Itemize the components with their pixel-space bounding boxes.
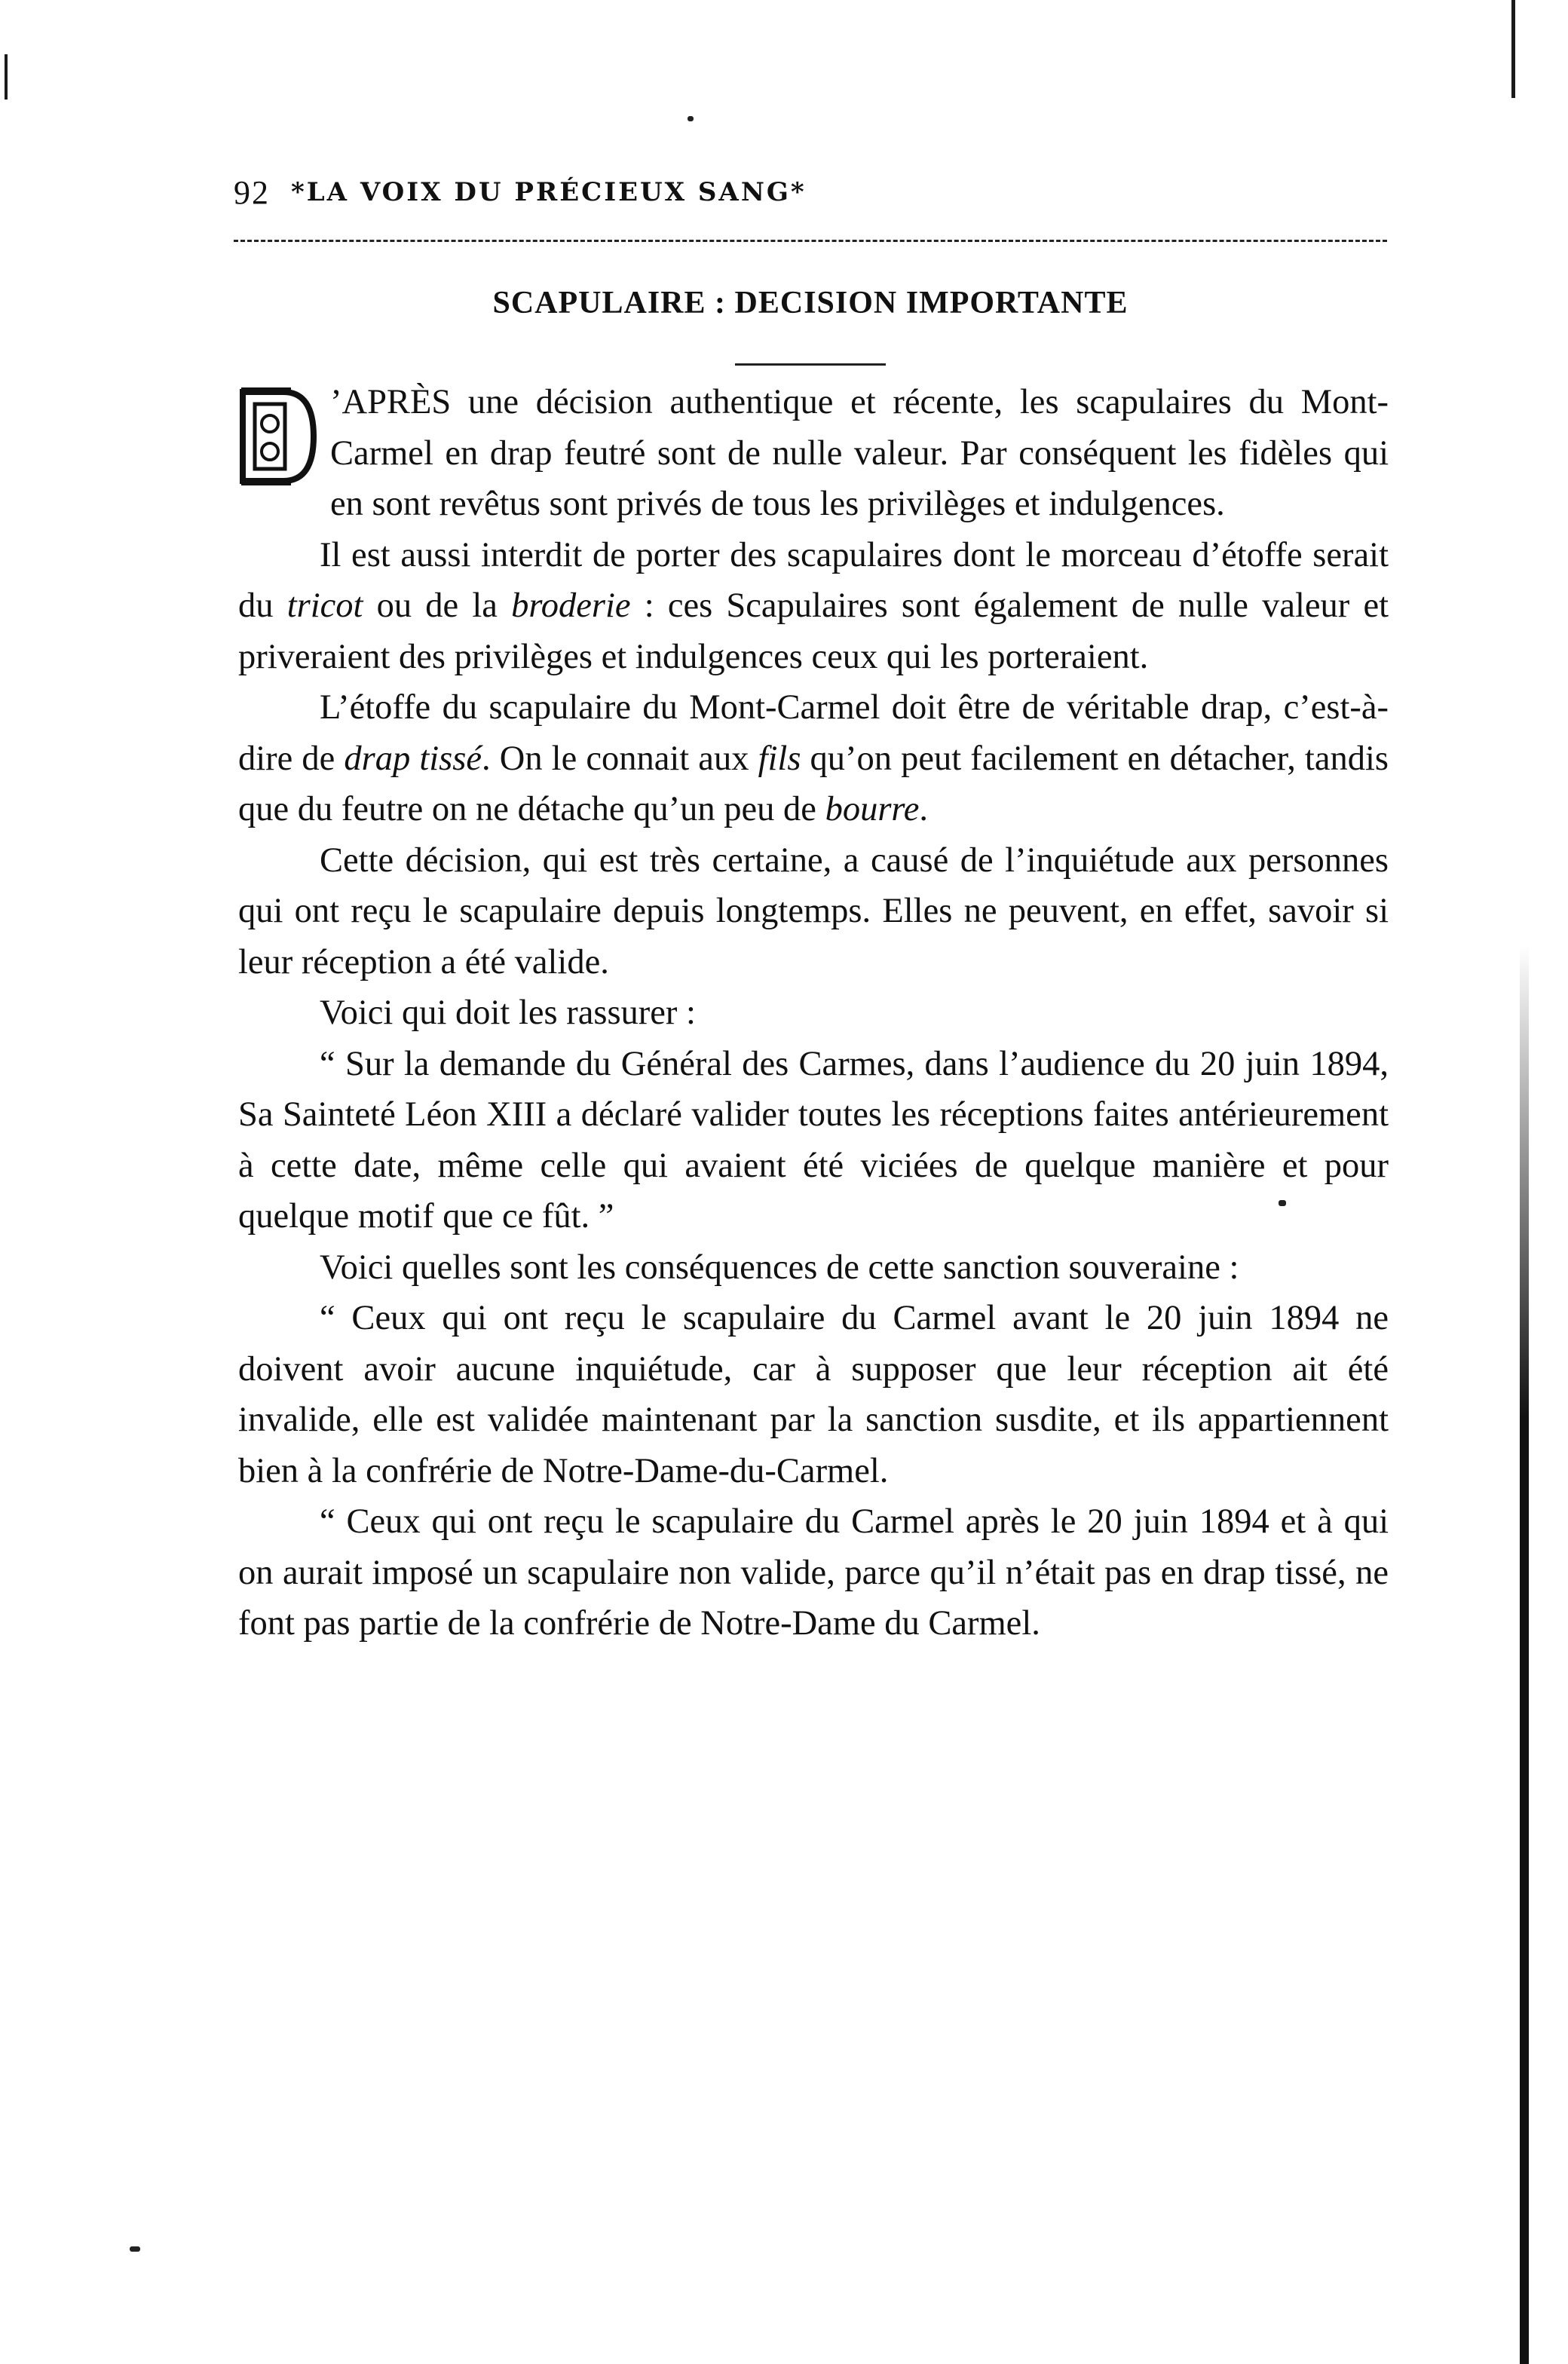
paragraph-5: Voici qui doit les rassurer : xyxy=(320,994,696,1032)
stray-mark xyxy=(688,116,694,121)
paragraph-2-italic-tricot: tricot xyxy=(286,586,363,625)
paragraph-3-text-d: . xyxy=(919,790,929,828)
paragraph-7: Voici quelles sont les conséquences de cette sanction souveraine : xyxy=(320,1248,1239,1287)
running-header xyxy=(234,170,1387,215)
stray-mark xyxy=(130,2246,140,2252)
paragraph-2 xyxy=(238,530,1389,683)
scan-edge-mark-right-top xyxy=(1511,0,1515,98)
paragraph-3 xyxy=(238,682,1389,835)
paragraph-3-text-a: L’étoffe du scapulaire du Mont-Carmel doit être de véritable drap, c’est-à-dire de xyxy=(238,688,1389,778)
ornamental-dropcap xyxy=(238,387,320,485)
paragraph-1-text: ’APRÈS une décision authentique et récente, les scapulaires du Mont-Carmel en drap feutré sont de nulle valeur. Par conséquent les fidèles qui en sont revêtus sont privés de tous les privilèges et indulgences. xyxy=(330,383,1389,523)
paragraph-2-text-b: ou de la xyxy=(363,586,512,625)
paragraph-1 xyxy=(238,377,1389,530)
running-title: *LA VOIX DU PRÉCIEUX SANG* xyxy=(291,177,807,207)
scan-right-border xyxy=(1520,0,1529,2364)
paragraph-3-text-c: qu’on peut facilement en détacher, tandis que du feutre on ne détache qu’un peu de xyxy=(238,739,1389,828)
page-number: 92 xyxy=(234,173,270,211)
paragraph-4: Cette décision, qui est très certaine, a causé de l’inquiétude aux personnes qui ont reçu le scapulaire depuis longtemps. Elles ne peuvent, en effet, savoir si leur réception a été valide. xyxy=(238,841,1389,981)
scan-edge-mark-left xyxy=(5,54,8,100)
paragraph-8-quote: “ Ceux qui ont reçu le scapulaire du Carmel avant le 20 juin 1894 ne doivent avoir aucune inquiétude, car à supposer que leur réception ait été invalide, elle est validée maintenant par la sanction susdite, et ils appartiennent bien à la confrérie de Notre-Dame-du-Carmel. xyxy=(238,1299,1389,1490)
article-body xyxy=(238,377,1389,1649)
header-rule xyxy=(234,240,1387,242)
paragraph-2-italic-broderie: broderie xyxy=(511,586,631,625)
paragraph-3-italic-fils: fils xyxy=(758,739,801,778)
paragraph-6-quote: “ Sur la demande du Général des Carmes, dans l’audience du 20 juin 1894, Sa Sainteté Léon XIII a déclaré valider toutes les réceptions faites antérieurement à cette date, même celle qui avaient été viciées de quelque manière et pour quelque motif que ce fût. ” xyxy=(238,1044,1389,1236)
paragraph-3-text-b: . On le connait aux xyxy=(482,739,758,778)
dropcap-d-icon xyxy=(238,387,320,485)
paragraph-3-italic-bourre: bourre xyxy=(825,790,920,828)
paragraph-2-text-c: : ces Scapulaires sont également de nulle valeur et priveraient des privilèges et indulgences ceux qui les porteraient. xyxy=(238,586,1389,676)
paragraph-2-text-a: Il est aussi interdit de porter des scapulaires dont le morceau d’étoffe serait du xyxy=(238,535,1389,625)
section-title: SCAPULAIRE : DECISION IMPORTANTE xyxy=(492,286,1129,320)
paragraph-3-italic-drap-tisse: drap tissé xyxy=(344,739,482,778)
title-rule xyxy=(735,363,886,366)
paragraph-9-quote: “ Ceux qui ont reçu le scapulaire du Carmel après le 20 juin 1894 et à qui on aurait imposé un scapulaire non valide, parce qu’il n’était pas en drap tissé, ne font pas partie de la confrérie de Notre-Dame du Carmel. xyxy=(238,1502,1389,1643)
